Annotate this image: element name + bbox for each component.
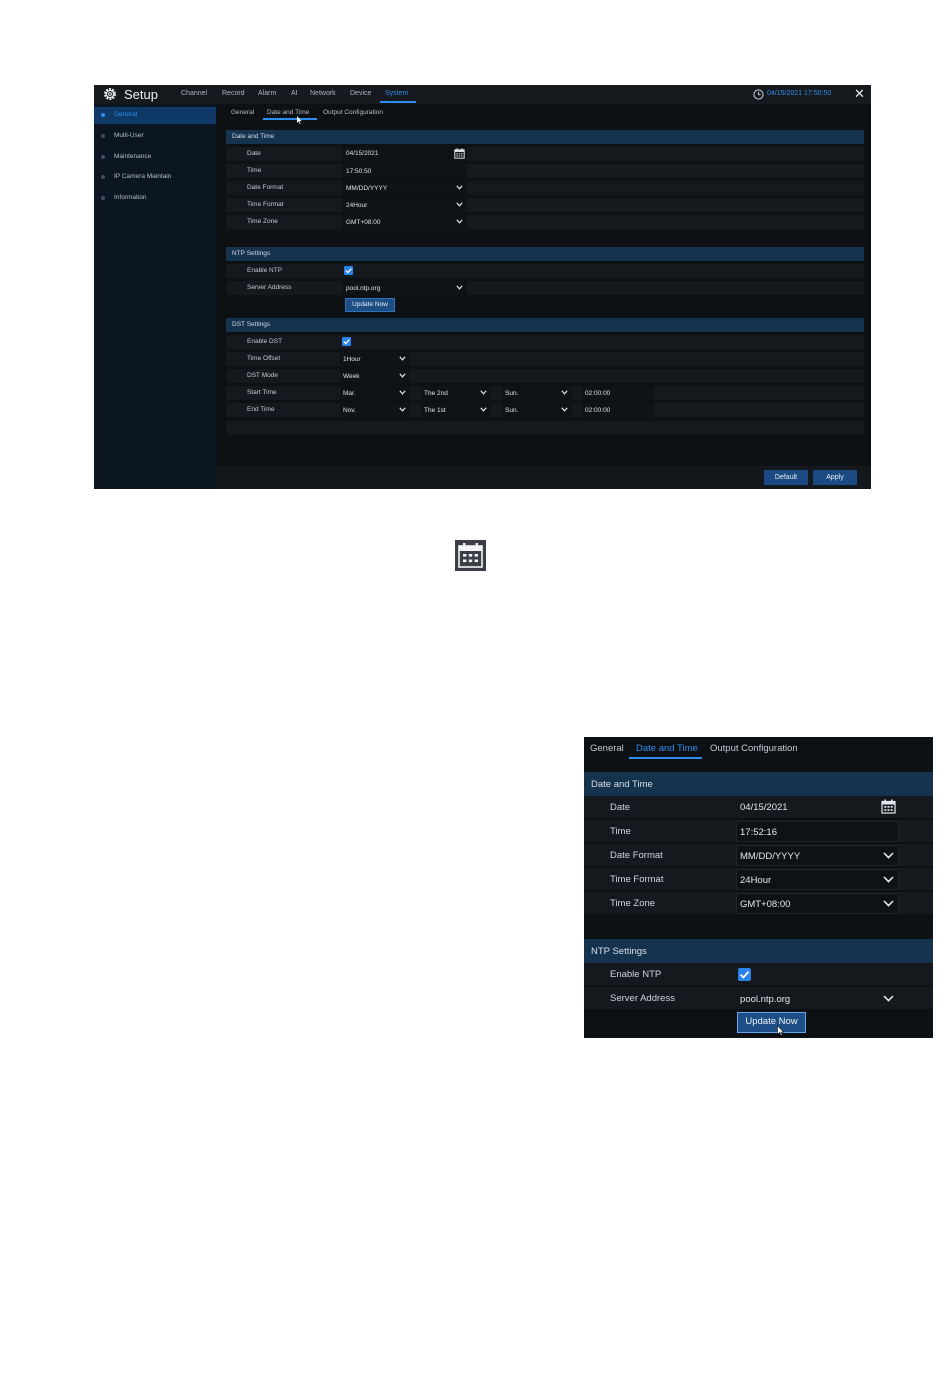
calendar-icon[interactable] (454, 148, 465, 159)
section-date-and-time (226, 130, 864, 144)
chevron-down-icon (883, 900, 894, 907)
sidebar-item-label: IP Camera Maintain (114, 173, 172, 180)
sidebar-dot-icon (101, 134, 105, 138)
tab-date-and-time[interactable]: Date and Time (636, 743, 698, 754)
time-value: 17:50:50 (346, 168, 372, 175)
tab-general[interactable]: General (590, 743, 624, 754)
sidebar-item-multi-user[interactable] (94, 128, 216, 145)
enable-dst-label: Enable DST (247, 338, 283, 345)
nav-tab-network[interactable]: Network (310, 90, 336, 97)
section-title: NTP Settings (591, 946, 647, 957)
update-now-button[interactable]: Update Now (737, 1012, 806, 1033)
section-title: Date and Time (232, 133, 275, 140)
active-tab-indicator (380, 101, 416, 103)
date-label: Date (610, 802, 631, 813)
chevron-down-icon (561, 407, 568, 412)
row-time-offset (226, 352, 864, 366)
clock-icon (753, 89, 764, 100)
time-zone-value: GMT+08:00 (740, 899, 791, 910)
close-icon[interactable]: ✕ (854, 86, 865, 101)
enable-ntp-label: Enable NTP (247, 267, 283, 274)
checkbox-checked-icon (342, 337, 351, 346)
app-title: Setup (124, 87, 158, 102)
time-offset-label: Time Offset (247, 355, 281, 362)
row-dst-mode (226, 369, 864, 383)
time-offset-value: 1Hour (343, 356, 361, 363)
tab-output-configuration[interactable]: Output Configuration (710, 743, 798, 754)
sidebar-dot-icon (101, 155, 105, 159)
chevron-down-icon (456, 185, 463, 190)
chevron-down-icon (456, 202, 463, 207)
section-ntp-settings (226, 247, 864, 261)
chevron-down-icon (456, 285, 463, 290)
sidebar-item-label: General (114, 111, 138, 118)
date-format-label: Date Format (247, 184, 284, 191)
sidebar-dot-icon (101, 175, 105, 179)
system-datetime: 04/15/2021 17:50:50 (767, 90, 832, 97)
row-server-address (226, 281, 864, 295)
chevron-down-icon (883, 852, 894, 859)
chevron-down-icon (883, 995, 894, 1002)
section-dst-settings (226, 318, 864, 332)
checkbox-checked-icon (344, 266, 353, 275)
sidebar-item-label: Information (114, 194, 147, 201)
time-zone-label: Time Zone (247, 218, 278, 225)
date-value: 04/15/2021 (740, 802, 788, 813)
time-format-value: 24Hour (740, 875, 772, 886)
start-time-value: 02:00:00 (585, 390, 611, 397)
section-date-and-time (584, 772, 933, 796)
server-address-label: Server Address (610, 993, 675, 1004)
time-format-value: 24Hour (346, 202, 368, 209)
tab-date-and-time[interactable]: Date and Time (267, 109, 310, 116)
start-day-value: Sun. (505, 390, 519, 397)
server-address-value: pool.ntp.org (740, 994, 791, 1005)
chevron-down-icon (399, 373, 406, 378)
sidebar-item-label: Maintenance (114, 153, 152, 160)
time-label: Time (610, 826, 631, 837)
time-value: 17:52:16 (740, 827, 777, 838)
time-label: Time (247, 167, 262, 174)
chevron-down-icon (561, 390, 568, 395)
gear-icon (103, 87, 117, 101)
section-title: DST Settings (232, 321, 271, 328)
row-date (226, 147, 864, 161)
chevron-down-icon (480, 407, 487, 412)
section-title: Date and Time (591, 779, 653, 790)
date-value: 04/15/2021 (346, 150, 379, 157)
active-subtab-indicator (263, 118, 317, 120)
start-time-label: Start Time (247, 389, 277, 396)
end-time-label: End Time (247, 406, 275, 413)
start-month-value: Mar. (343, 390, 356, 397)
chevron-down-icon (480, 390, 487, 395)
nav-tab-record[interactable]: Record (222, 90, 245, 97)
row-date-format (226, 181, 864, 195)
end-month-value: Nov. (343, 407, 356, 414)
zoomed-date-time-panel (584, 737, 933, 1038)
time-format-label: Time Format (247, 201, 284, 208)
chevron-down-icon (456, 219, 463, 224)
date-format-label: Date Format (610, 850, 663, 861)
chevron-down-icon (883, 876, 894, 883)
sidebar-item-general[interactable] (94, 107, 216, 124)
end-time-value: 02:00:00 (585, 407, 611, 414)
sidebar-item-ip-camera-maintain[interactable] (94, 169, 216, 186)
sidebar-item-maintenance[interactable] (94, 149, 216, 166)
row-empty (226, 421, 864, 435)
apply-button[interactable]: Apply (813, 470, 857, 485)
row-time-zone (226, 215, 864, 229)
time-zone-label: Time Zone (610, 898, 656, 909)
time-format-label: Time Format (610, 874, 664, 885)
active-subtab-indicator (629, 757, 702, 759)
row-time (226, 164, 864, 178)
enable-ntp-checkbox[interactable] (738, 968, 751, 981)
sidebar-dot-icon (101, 196, 105, 200)
chevron-down-icon (399, 407, 406, 412)
server-address-value: pool.ntp.org (346, 285, 381, 292)
sidebar-dot-icon (101, 113, 105, 117)
dst-mode-value: Week (343, 373, 360, 380)
chevron-down-icon (399, 390, 406, 395)
setup-window (94, 85, 871, 489)
checkbox-checked-icon (738, 968, 751, 981)
calendar-icon[interactable] (881, 799, 896, 814)
row-enable-ntp (226, 264, 864, 278)
end-day-value: Sun. (505, 407, 519, 414)
enable-ntp-checkbox[interactable] (344, 266, 353, 275)
sidebar-item-information[interactable] (94, 190, 216, 207)
nav-tab-system[interactable]: System (385, 90, 409, 97)
calendar-icon (455, 540, 486, 571)
chevron-down-icon (399, 356, 406, 361)
enable-ntp-label: Enable NTP (610, 969, 662, 980)
nav-tab-ai[interactable]: AI (291, 90, 298, 97)
date-format-value: MM/DD/YYYY (346, 185, 388, 192)
nav-tab-device[interactable]: Device (350, 90, 372, 97)
row-enable-dst (226, 335, 864, 349)
section-ntp-settings (584, 939, 933, 963)
nav-tab-channel[interactable]: Channel (181, 90, 208, 97)
mouse-cursor-icon (297, 116, 302, 124)
date-format-value: MM/DD/YYYY (740, 851, 801, 862)
server-address-label: Server Address (247, 284, 292, 291)
row-time-format (226, 198, 864, 212)
tab-general[interactable]: General (231, 109, 255, 116)
dst-mode-label: DST Mode (247, 372, 278, 379)
default-button[interactable]: Default (764, 470, 808, 485)
time-zone-value: GMT+08:00 (346, 219, 381, 226)
nav-tab-alarm[interactable]: Alarm (258, 90, 277, 97)
update-now-button[interactable]: Update Now (345, 298, 395, 312)
section-title: NTP Settings (232, 250, 271, 257)
enable-dst-checkbox[interactable] (342, 337, 351, 346)
mouse-cursor-icon (777, 1025, 784, 1036)
end-week-value: The 1st (424, 407, 446, 414)
start-week-value: The 2nd (424, 390, 448, 397)
sidebar-item-label: Multi-User (114, 132, 144, 139)
tab-output-configuration[interactable]: Output Configuration (323, 109, 383, 116)
date-label: Date (247, 150, 261, 157)
